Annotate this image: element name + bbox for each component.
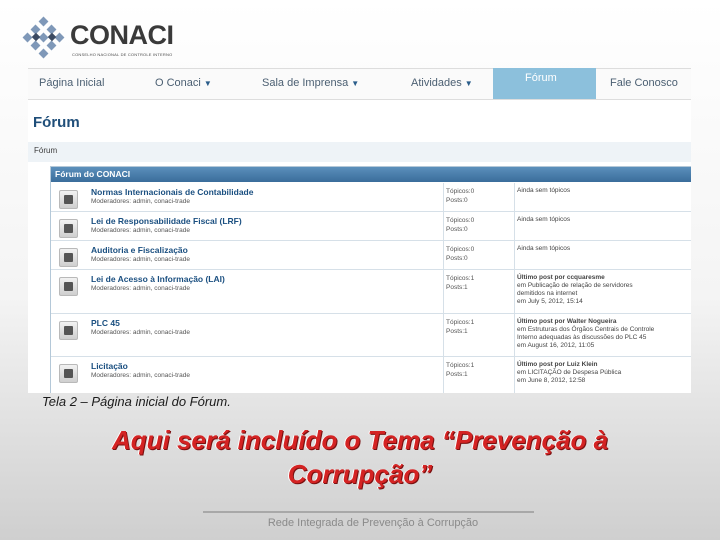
top-navigation <box>28 68 691 100</box>
caret-down-icon: ▼ <box>351 79 360 88</box>
forum-name-link[interactable]: Lei de Responsabilidade Fiscal (LRF) <box>91 216 242 226</box>
slide-headline <box>0 423 720 491</box>
table-row[interactable] <box>51 270 691 314</box>
nav-item-atividades[interactable] <box>411 77 473 89</box>
table-row[interactable] <box>51 357 691 393</box>
forum-icon <box>59 219 78 238</box>
last-post-author: Último post por Luiz Klein <box>517 361 598 368</box>
nav-item-forum[interactable] <box>493 68 596 99</box>
footer-text: Rede Integrada de Prevenção à Corrupção <box>267 517 479 529</box>
nav-label: Atividades <box>411 77 462 89</box>
nav-label: Sala de Imprensa <box>262 77 349 89</box>
headline-line-2: Corrupção” <box>287 459 433 489</box>
last-post-topic-link[interactable]: em LICITAÇÃO de Despesa Pública <box>517 369 622 376</box>
forum-stats <box>443 212 515 240</box>
logo-subtitle: CONSELHO NACIONAL DE CONTROLE INTERNO <box>72 52 173 57</box>
table-row[interactable] <box>51 183 691 212</box>
last-post <box>517 318 689 350</box>
forum-moderators: Moderadores: admin, conaci-trade <box>91 256 190 263</box>
post-count: Posts:1 <box>446 328 468 335</box>
forum-icon <box>59 321 78 340</box>
last-post-topic-link[interactable]: em Publicação de relação de servidores <box>517 282 633 289</box>
last-post-topic-link[interactable]: em Estruturas dos Órgãos Centrais de Controle <box>517 326 655 333</box>
last-post-date: em July 5, 2012, 15:14 <box>517 298 583 305</box>
table-row[interactable] <box>51 314 691 357</box>
last-post-line: Ainda sem tópicos <box>517 187 571 194</box>
forum-icon <box>59 248 78 267</box>
last-post-author: Último post por Walter Nogueira <box>517 318 617 325</box>
last-post <box>517 361 689 385</box>
forum-icon <box>59 364 78 383</box>
logo-title: CONACI <box>70 20 174 50</box>
forum-moderators: Moderadores: admin, conaci-trade <box>91 285 190 292</box>
post-count: Posts:1 <box>446 371 468 378</box>
forum-table-title: Fórum do CONACI <box>55 169 131 179</box>
nav-item-sala-de-imprensa[interactable] <box>262 77 359 89</box>
table-row[interactable] <box>51 241 691 270</box>
page-title: Fórum <box>33 114 80 131</box>
last-post-line: Ainda sem tópicos <box>517 216 571 223</box>
topic-count: Tópicos:0 <box>446 188 475 195</box>
breadcrumb-link[interactable]: Fórum <box>34 146 58 155</box>
forum-name-link[interactable]: Lei de Acesso à Informação (LAI) <box>91 274 225 284</box>
last-post-author: Último post por ccquaresme <box>517 274 605 281</box>
post-count: Posts:0 <box>446 255 468 262</box>
last-post-topic-link[interactable]: demitidos na internet <box>517 290 578 297</box>
forum-stats <box>443 241 515 269</box>
forum-icon <box>59 190 78 209</box>
caret-down-icon: ▼ <box>464 79 473 88</box>
topic-count: Tópicos:1 <box>446 319 475 326</box>
forum-table-header <box>51 167 691 182</box>
nav-item-fale-conosco[interactable] <box>610 77 678 89</box>
figure-caption: Tela 2 – Página inicial do Fórum. <box>42 394 231 409</box>
post-count: Posts:0 <box>446 197 468 204</box>
forum-screenshot <box>28 68 691 393</box>
last-post-line: Ainda sem tópicos <box>517 245 571 252</box>
forum-stats <box>443 314 515 356</box>
nav-item-o-conaci[interactable] <box>155 77 212 89</box>
footer-divider <box>203 511 534 513</box>
topic-count: Tópicos:1 <box>446 275 475 282</box>
forum-name-link[interactable]: PLC 45 <box>91 318 120 328</box>
topic-count: Tópicos:0 <box>446 217 475 224</box>
last-post <box>517 245 689 253</box>
forum-name-link[interactable]: Auditoria e Fiscalização <box>91 245 188 255</box>
caret-down-icon: ▼ <box>203 79 212 88</box>
post-count: Posts:0 <box>446 226 468 233</box>
forum-table <box>50 166 691 393</box>
conaci-logo <box>20 14 180 64</box>
nav-label: Página Inicial <box>39 77 105 89</box>
forum-name-link[interactable]: Normas Internacionais de Contabilidade <box>91 187 254 197</box>
post-count: Posts:1 <box>446 284 468 291</box>
last-post <box>517 216 689 224</box>
last-post-topic-link[interactable]: Interno adequadas às discussões do PLC 45 <box>517 334 647 341</box>
last-post <box>517 274 689 306</box>
last-post-date: em August 16, 2012, 11:05 <box>517 342 595 349</box>
nav-item-pagina-inicial[interactable] <box>39 77 104 89</box>
logo-mark-icon <box>20 16 68 60</box>
breadcrumb <box>28 142 691 162</box>
forum-stats <box>443 357 515 393</box>
nav-label: Fórum <box>525 72 557 84</box>
forum-name-link[interactable]: Licitação <box>91 361 128 371</box>
last-post-date: em June 8, 2012, 12:58 <box>517 377 586 384</box>
forum-moderators: Moderadores: admin, conaci-trade <box>91 372 190 379</box>
topic-count: Tópicos:0 <box>446 246 475 253</box>
forum-icon <box>59 277 78 296</box>
nav-label: Fale Conosco <box>610 77 678 89</box>
last-post <box>517 187 689 195</box>
forum-stats <box>443 183 515 211</box>
table-row[interactable] <box>51 212 691 241</box>
headline-line-1: Aqui será incluído o Tema “Prevenção à <box>111 425 609 455</box>
nav-label: O Conaci <box>155 77 201 89</box>
forum-moderators: Moderadores: admin, conaci-trade <box>91 198 190 205</box>
forum-stats <box>443 270 515 313</box>
forum-moderators: Moderadores: admin, conaci-trade <box>91 227 190 234</box>
topic-count: Tópicos:1 <box>446 362 475 369</box>
forum-moderators: Moderadores: admin, conaci-trade <box>91 329 190 336</box>
